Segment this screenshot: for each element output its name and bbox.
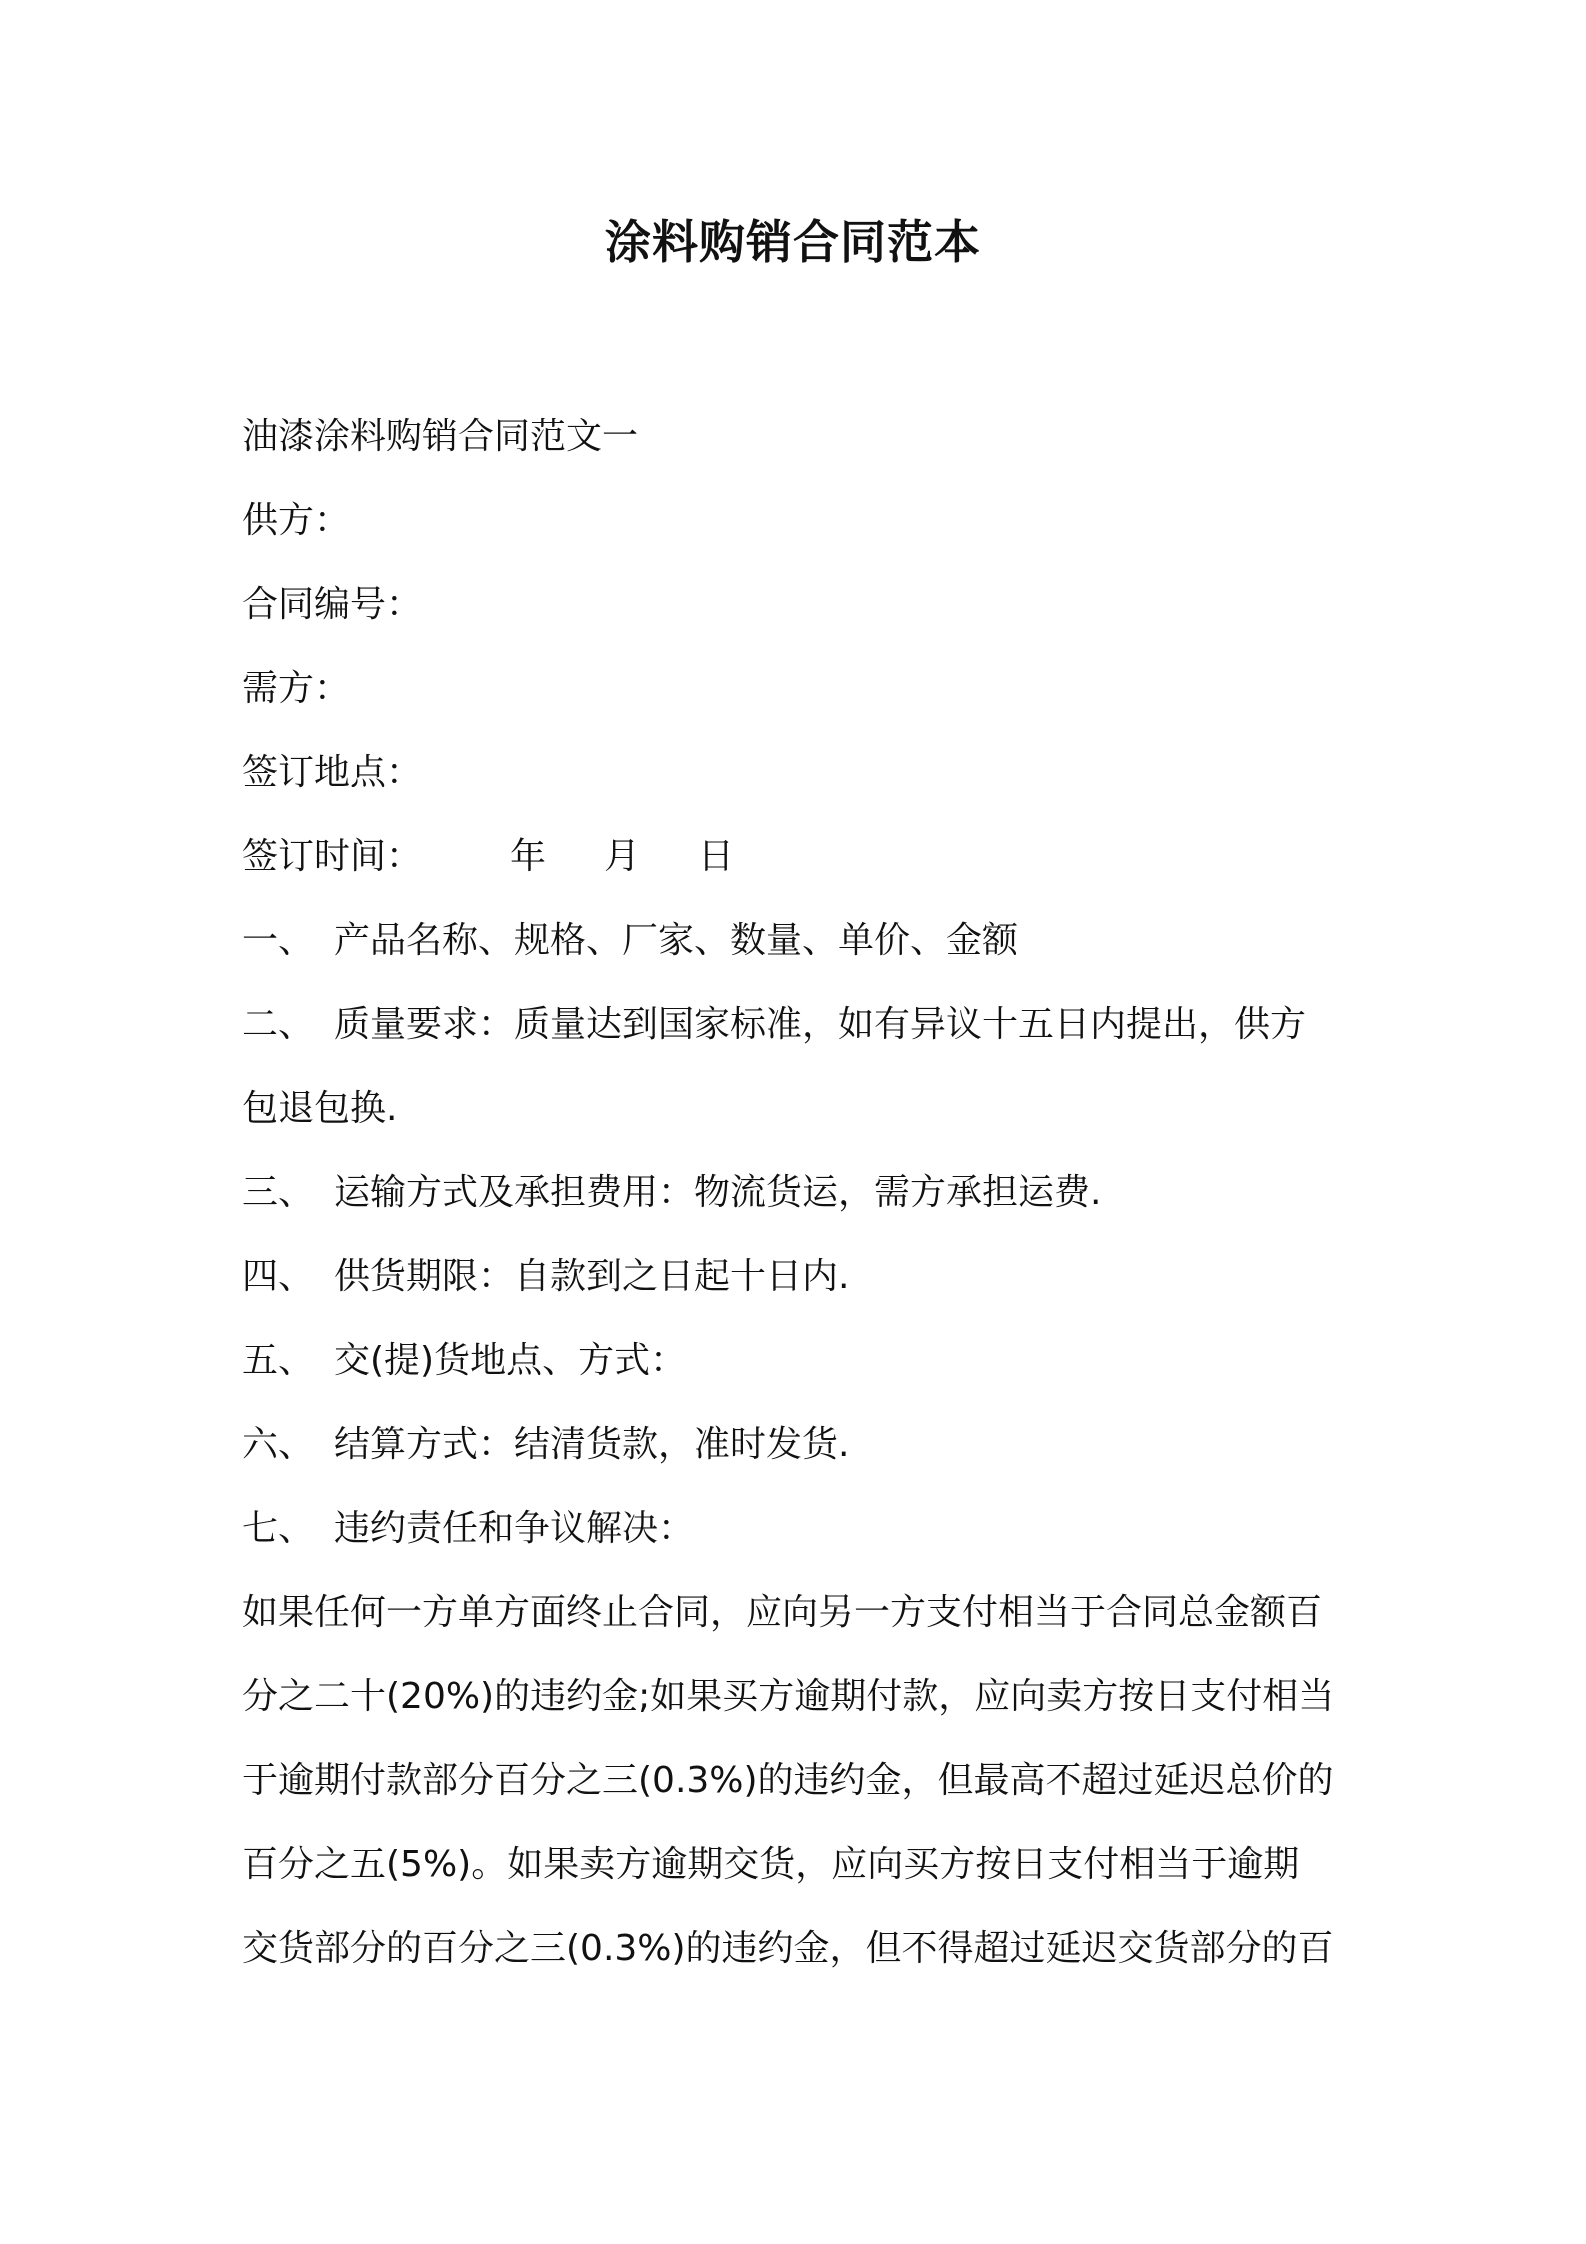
- document-title: 涂料购销合同范本: [605, 215, 981, 269]
- clause-number: 五、: [242, 1340, 315, 1381]
- clause-text: 产品名称、规格、厂家、数量、单价、金额: [334, 920, 1019, 961]
- clause-number: 二、: [242, 1004, 315, 1045]
- clause-2: [242, 1000, 1306, 1050]
- clause-4: [242, 1252, 849, 1302]
- clause-number: 三、: [242, 1172, 315, 1213]
- signing-time-field: [242, 832, 734, 882]
- clause-text: 供货期限：自款到之日起十日内.: [334, 1256, 850, 1297]
- clause-number: 四、: [242, 1256, 315, 1297]
- clause-7: [242, 1504, 694, 1554]
- document-subtitle: 油漆涂料购销合同范文一: [242, 416, 639, 457]
- clause-1: [242, 916, 1018, 966]
- clause-text: 结算方式：结清货款，准时发货.: [334, 1424, 850, 1465]
- penalty-paragraph-line: 分之二十(20%)的违约金;如果买方逾期付款，应向卖方按日支付相当: [242, 1676, 1335, 1717]
- clause-text: 交(提)货地点、方式：: [334, 1340, 687, 1381]
- clause-number: 一、: [242, 920, 315, 961]
- buyer-field: 需方：: [242, 668, 351, 709]
- day-label: 日: [698, 836, 735, 877]
- signing-place-field: 签订地点：: [242, 752, 423, 793]
- penalty-paragraph-line: 交货部分的百分之三(0.3%)的违约金，但不得超过延迟交货部分的百: [242, 1928, 1334, 1969]
- clause-text: 运输方式及承担费用：物流货运，需方承担运费.: [334, 1172, 1102, 1213]
- penalty-paragraph-line: 如果任何一方单方面终止合同，应向另一方支付相当于合同总金额百: [242, 1592, 1323, 1633]
- clause-2-continued: 包退包换.: [242, 1088, 398, 1129]
- signing-time-label: 签订时间：: [242, 836, 423, 877]
- penalty-paragraph-line: 于逾期付款部分百分之三(0.3%)的违约金，但最高不超过延迟总价的: [242, 1760, 1334, 1801]
- clause-3: [242, 1168, 1101, 1218]
- clause-text: 质量要求：质量达到国家标准，如有异议十五日内提出，供方: [334, 1004, 1307, 1045]
- month-label: 月: [604, 836, 641, 877]
- clause-text: 违约责任和争议解决：: [334, 1508, 695, 1549]
- penalty-paragraph-line: 百分之五(5%)。如果卖方逾期交货，应向买方按日支付相当于逾期: [242, 1844, 1300, 1885]
- contract-number-field: 合同编号：: [242, 584, 423, 625]
- clause-6: [242, 1420, 849, 1470]
- supplier-field: 供方：: [242, 500, 351, 541]
- year-label: 年: [510, 836, 547, 877]
- clause-number: 六、: [242, 1424, 315, 1465]
- clause-number: 七、: [242, 1508, 315, 1549]
- clause-5: [242, 1336, 686, 1386]
